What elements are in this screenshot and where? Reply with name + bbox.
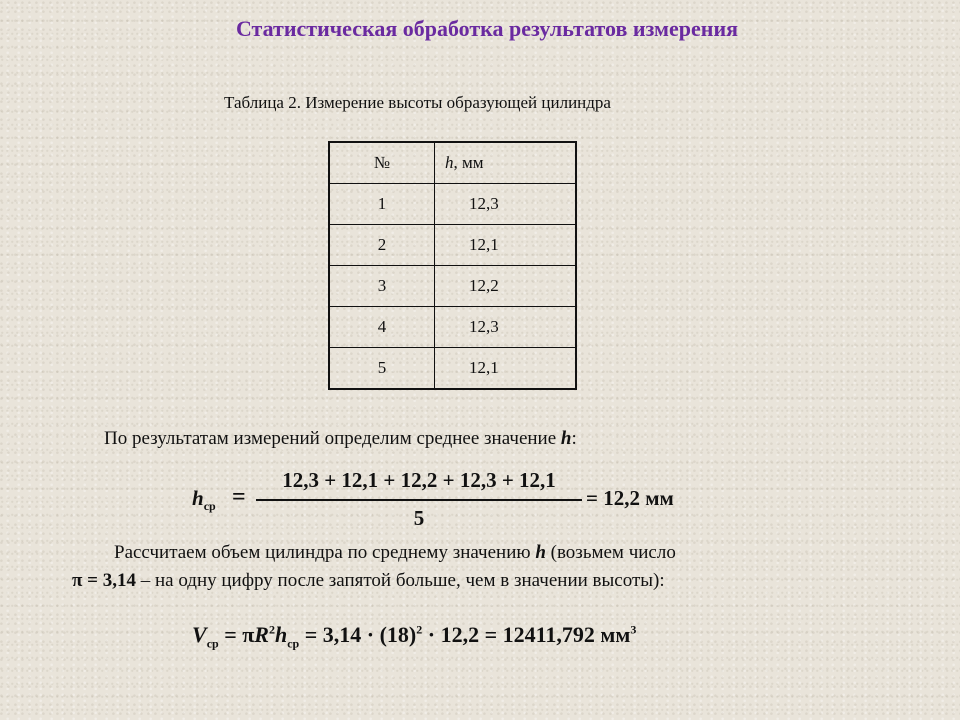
header-height-symbol: h bbox=[445, 153, 454, 172]
mean-numerator: 12,3 + 12,1 + 12,2 + 12,3 + 12,1 bbox=[282, 468, 556, 492]
row-height: 12,3 bbox=[435, 184, 577, 225]
volume-eq: = bbox=[218, 622, 243, 647]
square-power: 2 bbox=[416, 622, 423, 637]
mean-intro-after: : bbox=[571, 428, 577, 449]
volume-intro-before: Рассчитаем объем цилиндра по среднему значению bbox=[114, 542, 536, 563]
table-caption: Таблица 2. Измерение высоты образующей цилиндра bbox=[224, 93, 611, 112]
volume-radius: R bbox=[254, 622, 269, 647]
row-height: 12,2 bbox=[435, 266, 577, 307]
table-row bbox=[329, 348, 576, 390]
volume-intro-after: (возьмем число bbox=[545, 542, 676, 563]
mean-equals: = bbox=[232, 484, 246, 510]
volume-height: h bbox=[274, 622, 288, 647]
mean-denominator: 5 bbox=[413, 506, 425, 530]
mean-intro-var: h bbox=[560, 428, 572, 449]
table-row bbox=[329, 184, 576, 225]
row-number: 2 bbox=[329, 225, 435, 266]
row-number: 3 bbox=[329, 266, 435, 307]
table-row bbox=[329, 225, 576, 266]
row-number: 1 bbox=[329, 184, 435, 225]
row-height: 12,1 bbox=[435, 348, 577, 390]
volume-intro-line2-rest: – на одну цифру после запятой больше, чем в значении высоты): bbox=[136, 570, 665, 591]
volume-intro-line1 bbox=[114, 540, 676, 566]
volume-sub: ср bbox=[206, 636, 219, 651]
header-height bbox=[435, 142, 577, 184]
mean-intro-text bbox=[104, 426, 577, 452]
row-height: 12,1 bbox=[435, 225, 577, 266]
mean-lhs-sub: ср bbox=[203, 499, 216, 514]
table-row bbox=[329, 266, 576, 307]
mean-lhs bbox=[192, 486, 216, 514]
radius-power: 2 bbox=[268, 622, 275, 637]
row-height: 12,3 bbox=[435, 307, 577, 348]
volume-substitution: = 3,14 · (18) bbox=[299, 622, 417, 647]
volume-symbol: V bbox=[192, 622, 207, 647]
pi-value: π = 3,14 bbox=[72, 570, 136, 591]
row-number: 4 bbox=[329, 307, 435, 348]
volume-intro-line2 bbox=[72, 568, 665, 594]
mean-result: = 12,2 мм bbox=[586, 486, 674, 510]
cube-power: 3 bbox=[630, 622, 637, 637]
volume-pi: π bbox=[242, 622, 255, 647]
volume-formula bbox=[192, 622, 636, 651]
mean-fraction-line bbox=[256, 499, 582, 501]
header-height-unit: , мм bbox=[453, 153, 484, 172]
table-row bbox=[329, 307, 576, 348]
mean-lhs-symbol: h bbox=[192, 486, 204, 510]
height-sub: ср bbox=[287, 636, 300, 651]
table-header-row bbox=[329, 142, 576, 184]
volume-result: · 12,2 = 12411,792 мм bbox=[422, 622, 631, 647]
volume-intro-var: h bbox=[535, 542, 546, 563]
measurement-table bbox=[328, 141, 577, 390]
mean-intro-before: По результатам измерений определим среднее значение bbox=[104, 428, 561, 449]
header-number: № bbox=[329, 142, 435, 184]
row-number: 5 bbox=[329, 348, 435, 390]
slide-title: Статистическая обработка результатов измерения bbox=[235, 16, 739, 41]
